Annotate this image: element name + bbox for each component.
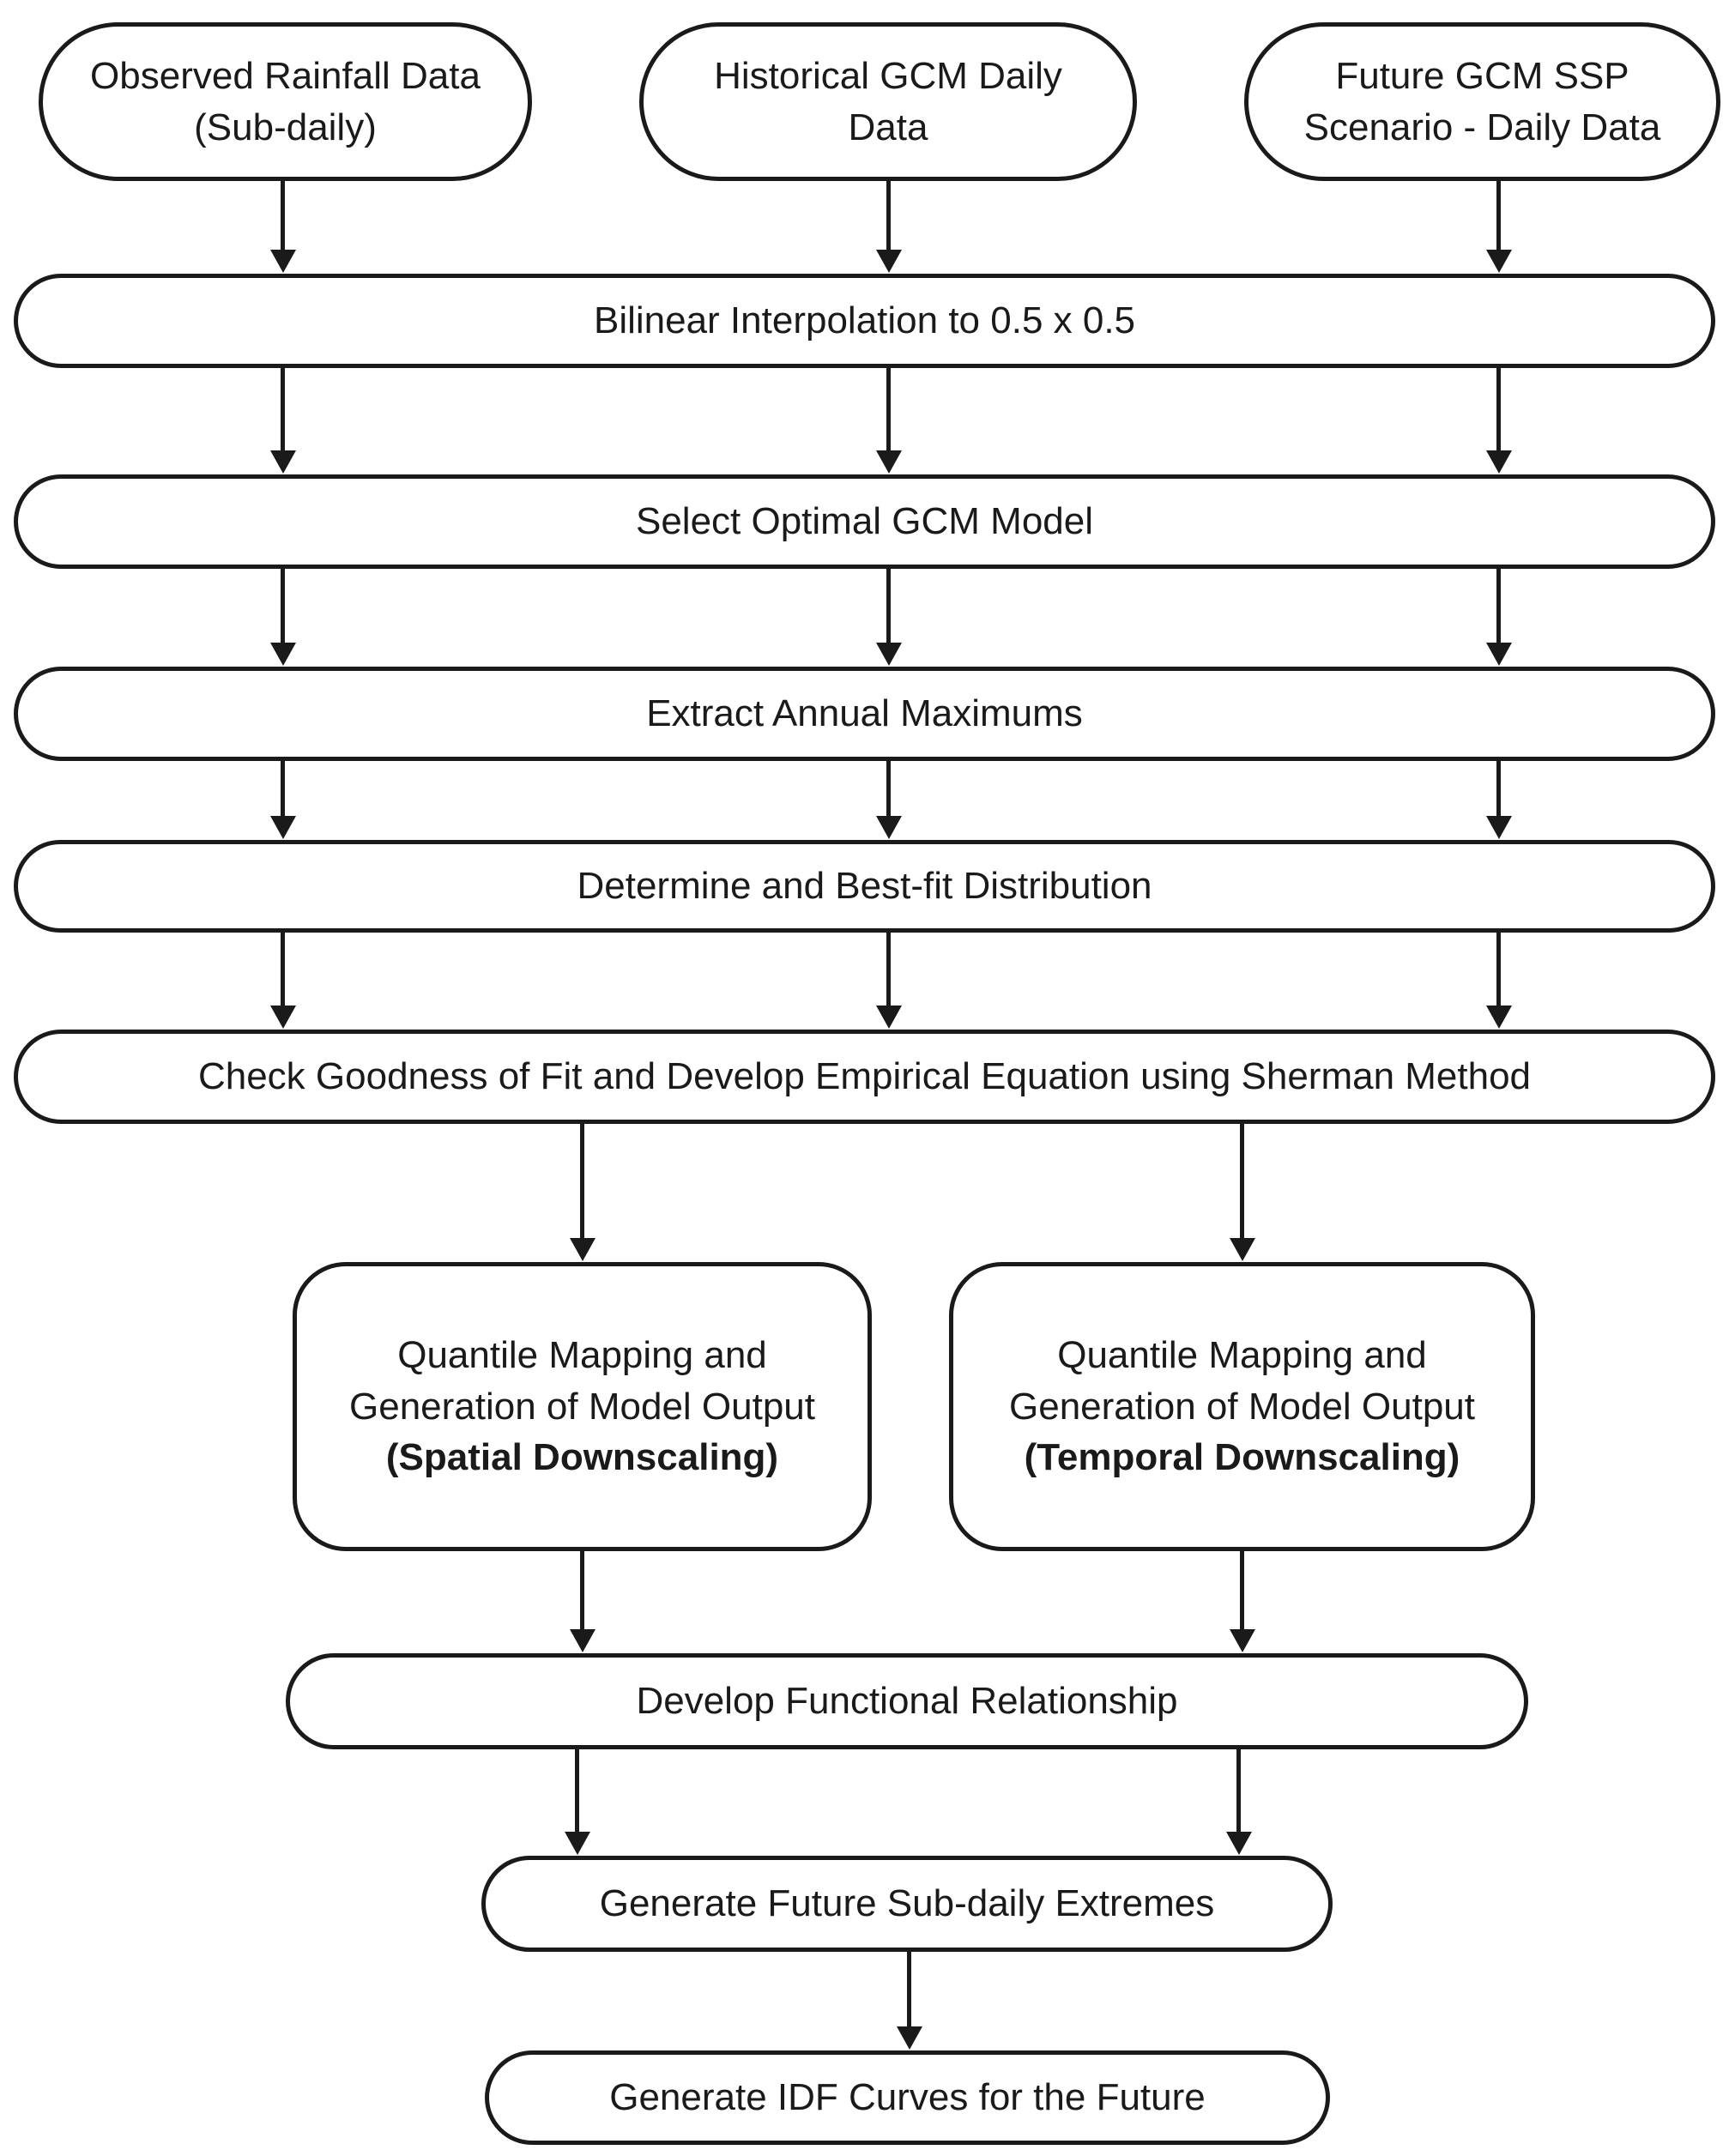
node-label-line-bold: (Spatial Downscaling) [385, 1436, 779, 1479]
arrow-down [886, 569, 891, 643]
node-label: Generate IDF Curves for the Future [609, 2076, 1206, 2119]
node-bilinear-interpolation [14, 274, 1715, 368]
node-future-subdaily-extremes [481, 1856, 1333, 1952]
arrow-down [580, 1124, 584, 1238]
node-label: Check Goodness of Fit and Develop Empirical Equation using Sherman Method [197, 1055, 1532, 1098]
arrow-down [281, 569, 285, 643]
node-label-line: Future GCM SSP [1335, 55, 1629, 98]
arrow-down [1496, 368, 1501, 450]
node-spatial-downscaling [293, 1262, 872, 1551]
node-future-gcm-ssp-scenario [1244, 22, 1720, 181]
node-label: Develop Functional Relationship [636, 1680, 1178, 1723]
node-label-line: Data [848, 106, 928, 148]
arrow-down [886, 761, 891, 816]
node-label: Bilinear Interpolation to 0.5 x 0.5 [593, 299, 1136, 342]
arrow-down [907, 1952, 911, 2026]
arrow-down [580, 1551, 584, 1629]
arrow-down [1496, 933, 1501, 1006]
node-goodness-of-fit-sherman [14, 1030, 1715, 1124]
node-generate-idf-curves [485, 2050, 1330, 2145]
node-label: Extract Annual Maximums [646, 692, 1083, 735]
node-label-line: (Sub-daily) [194, 106, 377, 148]
arrow-down [575, 1749, 579, 1832]
arrow-down [281, 181, 285, 250]
arrow-down [1496, 181, 1501, 250]
arrow-down [1496, 569, 1501, 643]
node-best-fit-distribution [14, 840, 1715, 933]
node-label-line: Observed Rainfall Data [90, 55, 481, 98]
node-temporal-downscaling [949, 1262, 1535, 1551]
node-label-line: Historical GCM Daily [714, 55, 1062, 98]
node-select-optimal-gcm-model [14, 474, 1715, 569]
node-label-line: Quantile Mapping and [1057, 1334, 1427, 1377]
node-observed-rainfall-data [39, 22, 532, 181]
arrow-down [281, 761, 285, 816]
node-historical-gcm-daily-data [639, 22, 1137, 181]
node-label-line: Scenario - Daily Data [1303, 106, 1661, 148]
node-label-line: Generation of Model Output [1009, 1385, 1475, 1428]
node-label-line: Quantile Mapping and [397, 1334, 767, 1377]
arrow-down [1236, 1749, 1241, 1832]
node-functional-relationship [286, 1653, 1528, 1749]
arrow-down [1496, 761, 1501, 816]
arrow-down [1240, 1124, 1244, 1238]
node-extract-annual-maximums [14, 667, 1715, 761]
arrow-down [281, 368, 285, 450]
arrow-down [886, 368, 891, 450]
node-label: Select Optimal GCM Model [635, 500, 1094, 543]
node-label-line-bold: (Temporal Downscaling) [1024, 1436, 1460, 1479]
node-label-line: Generation of Model Output [349, 1385, 815, 1428]
node-label: Determine and Best-fit Distribution [577, 865, 1152, 908]
arrow-down [886, 933, 891, 1006]
node-label: Generate Future Sub-daily Extremes [599, 1882, 1215, 1925]
arrow-down [886, 181, 891, 250]
arrow-down [1240, 1551, 1244, 1629]
arrow-down [281, 933, 285, 1006]
